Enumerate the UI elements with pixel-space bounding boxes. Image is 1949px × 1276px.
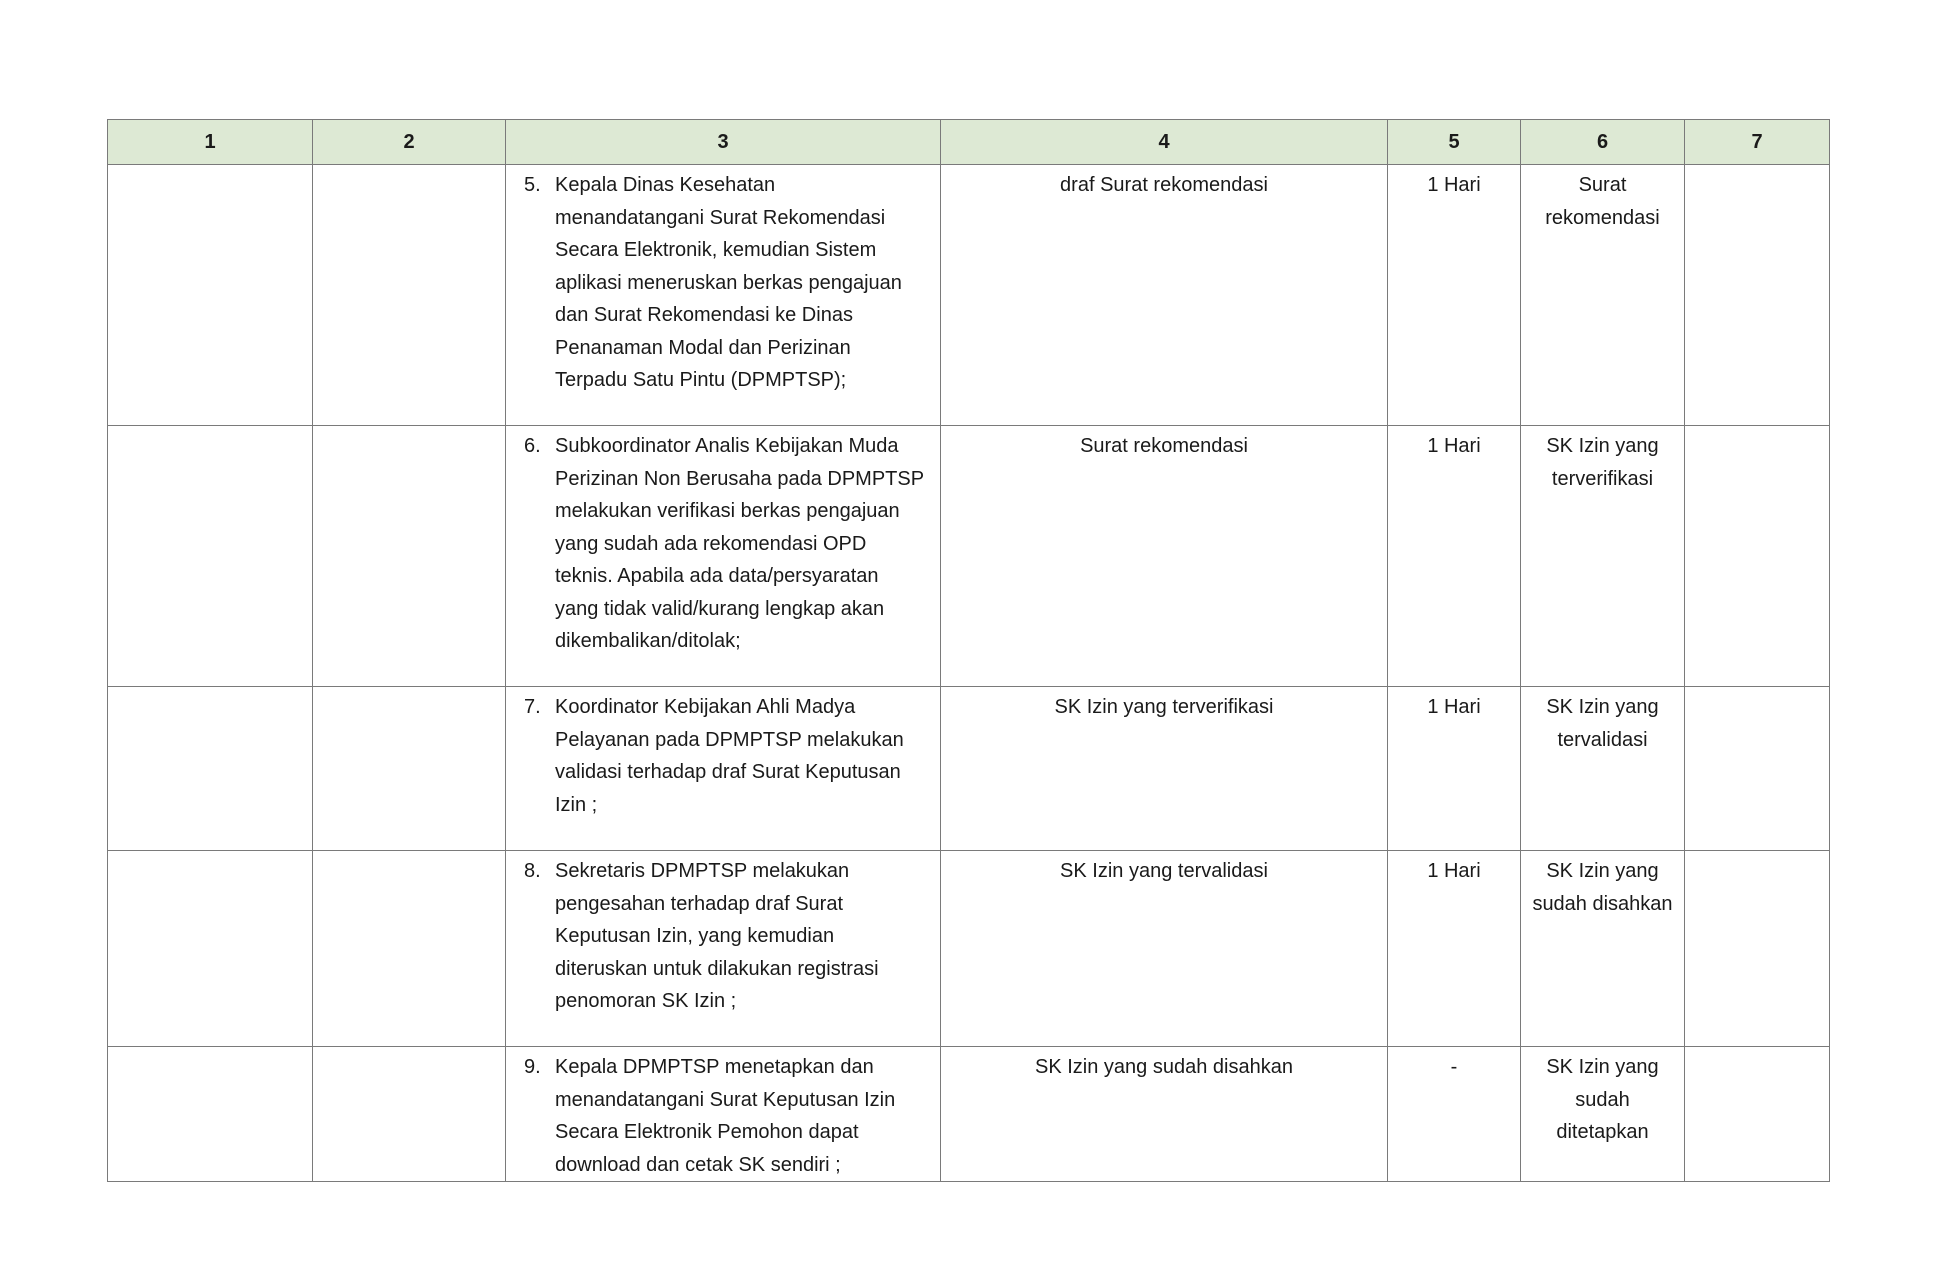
step-item	[516, 1051, 930, 1181]
cell-time: 1 Hari	[1388, 426, 1521, 687]
table-row	[108, 687, 1830, 851]
column-header: 4	[941, 120, 1388, 165]
cell-input: SK Izin yang tervalidasi	[941, 851, 1388, 1047]
table-header-row	[108, 120, 1830, 165]
cell-procedure-step	[506, 1047, 941, 1182]
cell-time: 1 Hari	[1388, 165, 1521, 426]
cell-input: Surat rekomendasi	[941, 426, 1388, 687]
cell-input: draf Surat rekomendasi	[941, 165, 1388, 426]
column-header: 7	[1685, 120, 1830, 165]
column-header: 2	[313, 120, 506, 165]
cell-col2	[313, 851, 506, 1047]
cell-col1	[108, 165, 313, 426]
cell-procedure-step	[506, 851, 941, 1047]
cell-col7	[1685, 687, 1830, 851]
step-text: Sekretaris DPMPTSP melakukan pengesahan terhadap draf Surat Keputusan Izin, yang kemudian diteruskan untuk dilakukan registrasi penomoran SK Izin ;	[555, 860, 879, 1012]
step-number: 7.	[524, 696, 541, 718]
cell-time: 1 Hari	[1388, 851, 1521, 1047]
cell-col7	[1685, 1047, 1830, 1182]
step-text: Subkoordinator Analis Kebijakan Muda Perizinan Non Berusaha pada DPMPTSP melakukan verifikasi berkas pengajuan yang sudah ada rekomendasi OPD teknis. Apabila ada data/persyaratan yang tidak valid/kurang lengkap akan dikembalikan/ditolak;	[555, 435, 924, 652]
cell-procedure-step	[506, 426, 941, 687]
step-number: 9.	[524, 1056, 541, 1078]
cell-col7	[1685, 851, 1830, 1047]
cell-procedure-step	[506, 687, 941, 851]
step-item	[516, 855, 930, 1018]
procedure-table	[107, 119, 1830, 1182]
cell-col1	[108, 426, 313, 687]
column-header: 3	[506, 120, 941, 165]
cell-col1	[108, 687, 313, 851]
document-page	[107, 119, 1829, 1182]
step-item	[516, 691, 930, 821]
table-row	[108, 165, 1830, 426]
cell-output: SK Izin yang sudah ditetapkan	[1521, 1047, 1685, 1182]
cell-col2	[313, 687, 506, 851]
cell-time: -	[1388, 1047, 1521, 1182]
column-header: 6	[1521, 120, 1685, 165]
cell-input: SK Izin yang terverifikasi	[941, 687, 1388, 851]
cell-col2	[313, 426, 506, 687]
cell-col1	[108, 1047, 313, 1182]
step-number: 5.	[524, 174, 541, 196]
cell-output: SK Izin yang tervalidasi	[1521, 687, 1685, 851]
cell-output: Surat rekomendasi	[1521, 165, 1685, 426]
column-header: 1	[108, 120, 313, 165]
cell-procedure-step	[506, 165, 941, 426]
table-row	[108, 1047, 1830, 1182]
cell-col1	[108, 851, 313, 1047]
cell-col7	[1685, 426, 1830, 687]
step-number: 6.	[524, 435, 541, 457]
cell-col7	[1685, 165, 1830, 426]
column-header: 5	[1388, 120, 1521, 165]
step-number: 8.	[524, 860, 541, 882]
cell-output: SK Izin yang terverifikasi	[1521, 426, 1685, 687]
cell-output: SK Izin yang sudah disahkan	[1521, 851, 1685, 1047]
cell-col2	[313, 1047, 506, 1182]
step-text: Koordinator Kebijakan Ahli Madya Pelayanan pada DPMPTSP melakukan validasi terhadap draf Surat Keputusan Izin ;	[555, 696, 904, 816]
step-item	[516, 430, 930, 658]
cell-col2	[313, 165, 506, 426]
table-row	[108, 426, 1830, 687]
step-item	[516, 169, 930, 397]
cell-input: SK Izin yang sudah disahkan	[941, 1047, 1388, 1182]
table-row	[108, 851, 1830, 1047]
step-text: Kepala Dinas Kesehatan menandatangani Surat Rekomendasi Secara Elektronik, kemudian Sistem aplikasi meneruskan berkas pengajuan dan Surat Rekomendasi ke Dinas Penanaman Modal dan Perizinan Terpadu Satu Pintu (DPMPTSP);	[555, 174, 902, 391]
step-text: Kepala DPMPTSP menetapkan dan menandatangani Surat Keputusan Izin Secara Elektronik Pemohon dapat download dan cetak SK sendiri ;	[555, 1056, 896, 1176]
cell-time: 1 Hari	[1388, 687, 1521, 851]
